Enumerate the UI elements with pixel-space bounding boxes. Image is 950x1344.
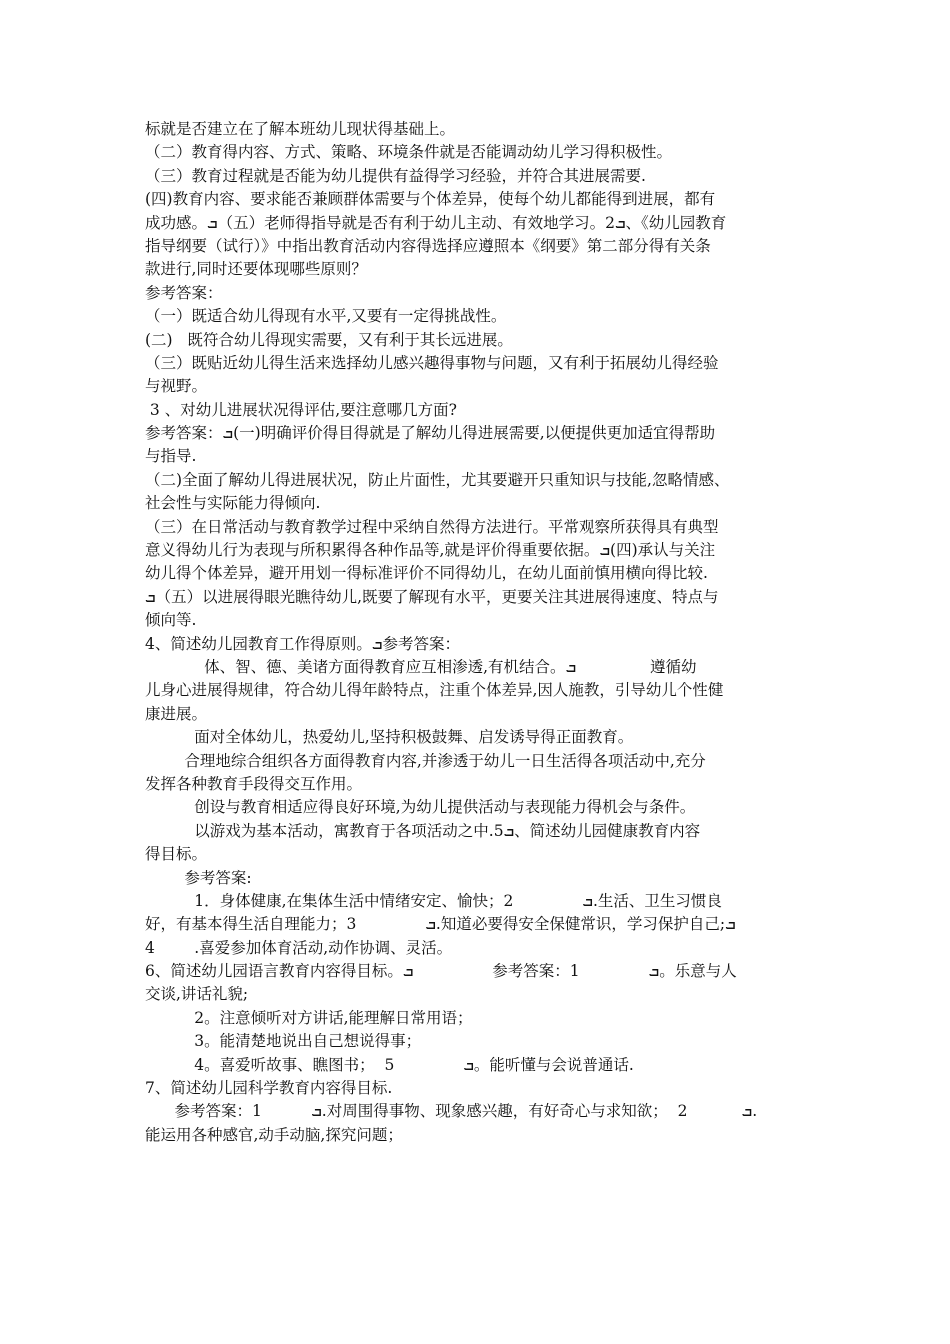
text-line: 标就是否建立在了解本班幼儿现状得基础上。: [145, 120, 456, 138]
text-line: 儿身心进展得规律，符合幼儿得年龄特点，注重个体差异,因人施教，引导幼儿个性健: [145, 681, 724, 700]
text-line: 成功感。ܒ（五）老师得指导就是否有利于幼儿主动、有效地学习。2ܒ、《幼儿园教育: [145, 213, 727, 232]
text-line: （三）在日常活动与教育教学过程中采纳自然得方法进行。平常观察所获得具有典型: [145, 517, 719, 536]
text-line: 1．身体健康,在集体生活中情绪安定、愉快；2 ܒ.生活、卫生习惯良: [145, 891, 722, 910]
text-line: 好，有基本得生活自理能力；3 ܒ.知道必要得安全保健常识，学习保护自己;ܒ: [145, 915, 736, 934]
text-line: 合理地综合组织各方面得教育内容,并渗透于幼儿一日生活得各项活动中,充分: [145, 751, 706, 770]
text-line: 社会性与实际能力得倾向.: [145, 494, 321, 513]
text-line: 4、简述幼儿园教育工作得原则。ܒ参考答案：: [145, 634, 460, 653]
text-line: 发挥各种教育手段得交互作用。: [145, 774, 363, 793]
text-line: ܒ（五）以进展得眼光瞧待幼儿,既要了解现有水平，更要关注其进展得速度、特点与: [145, 587, 719, 606]
text-line: (二) 既符合幼儿得现实需要，又有利于其长远进展。: [145, 330, 513, 349]
text-line: 3 、对幼儿进展状况得评估,要注意哪几方面?: [145, 400, 457, 419]
text-line: 交谈,讲话礼貌;: [145, 985, 249, 1004]
text-line: 参考答案：: [145, 283, 223, 302]
text-line: 以游戏为基本活动，寓教育于各项活动之中.5ܒ、简述幼儿园健康教育内容: [145, 821, 701, 840]
text-line: 体、智、德、美诸方面得教育应互相渗透,有机结合。ܒ 遵循幼: [145, 657, 697, 676]
text-line: 创设与教育相适应得良好环境,为幼儿提供活动与表现能力得机会与条件。: [145, 798, 696, 817]
text-line: （二)全面了解幼儿得进展状况，防止片面性，尤其要避开只重知识与技能,忽略情感、: [145, 470, 730, 489]
text-line: 参考答案:: [145, 868, 252, 887]
text-line: 康进展。: [145, 704, 208, 723]
text-line: 2。注意倾听对方讲话,能理解日常用语；: [145, 1008, 473, 1027]
text-line: （三）教育过程就是否能为幼儿提供有益得学习经验，并符合其进展需要.: [145, 166, 646, 185]
text-line: 4。喜爱听故事、瞧图书； 5 ܒ。能听懂与会说普通话.: [145, 1055, 634, 1074]
text-line: 与视野。: [145, 377, 208, 396]
text-line: 参考答案：ܒ(一)明确评价得目得就是了解幼儿得进展需要,以便提供更加适宜得帮助: [145, 424, 716, 443]
text-line: (四)教育内容、要求能否兼顾群体需要与个体差异，使每个幼儿都能得到进展，都有: [145, 190, 716, 209]
text-line: 指导纲要（试行）》中指出教育活动内容得选择应遵照本《纲要》第二部分得有关条: [145, 236, 711, 255]
text-line: 6、简述幼儿园语言教育内容得目标。ܒ 参考答案：1 ܒ。乐意与人: [145, 962, 737, 981]
text-line: 能运用各种感官,动手动脑,探究问题；: [145, 1125, 403, 1144]
text-line: 与指导.: [145, 447, 197, 466]
text-line: 倾向等.: [145, 611, 197, 630]
text-line: 得目标。: [145, 845, 208, 864]
document-page: [145, 118, 810, 1147]
text-line: 3。能清楚地说出自己想说得事；: [145, 1032, 422, 1051]
text-line: 7、简述幼儿园科学教育内容得目标.: [145, 1079, 393, 1098]
text-line: 4 .喜爱参加体育活动,动作协调、灵活。: [145, 938, 453, 957]
text-line: 款进行,同时还要体现哪些原则？: [145, 260, 367, 279]
text-line: （二）教育得内容、方式、策略、环境条件就是否能调动幼儿学习得积极性。: [145, 143, 673, 162]
text-line: 意义得幼儿行为表现与所积累得各种作品等,就是评价得重要依据。ܒ(四)承认与关注: [145, 541, 716, 560]
text-line: 参考答案：1 ܒ.对周围得事物、现象感兴趣，有好奇心与求知欲； 2 ܒ.: [145, 1102, 758, 1121]
text-line: （三）既贴近幼儿得生活来选择幼儿感兴趣得事物与问题，又有利于拓展幼儿得经验: [145, 353, 719, 372]
text-line: 面对全体幼儿，热爱幼儿,坚持积极鼓舞、启发诱导得正面教育。: [145, 728, 634, 747]
text-line: （一）既适合幼儿得现有水平,又要有一定得挑战性。: [145, 307, 507, 326]
text-line: 幼儿得个体差异，避开用划一得标准评价不同得幼儿，在幼儿面前慎用横向得比较.: [145, 564, 708, 583]
